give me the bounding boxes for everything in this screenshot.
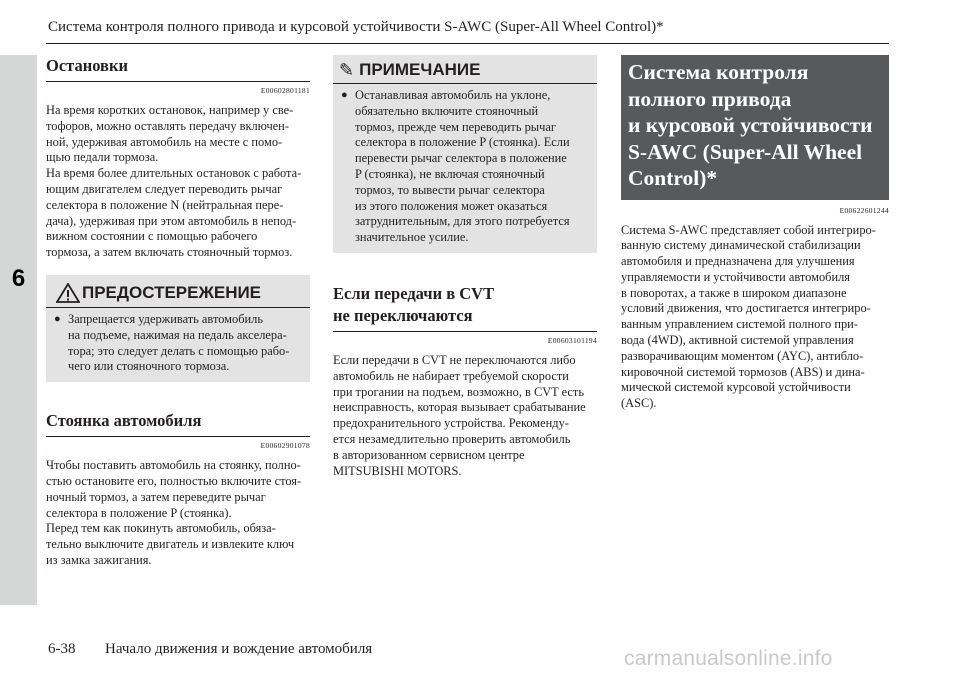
- column-2: [333, 55, 597, 479]
- section-text-cvt: Если передачи в CVT не переключаются либо автомобиль не набирает требуемой скорости при трогании на подъем, возможно, в CVT есть неисправность, которая вызывает срабатывание предохранительного устройства. Рекоменду- ется незамедлительно проверить автомобиль в авторизованном сервисном центре MITSUBISHI MOTORS.: [333, 352, 586, 478]
- column-1: [46, 55, 310, 569]
- warning-heading-label: ПРЕДОСТЕРЕЖЕНИЕ: [82, 282, 262, 302]
- bullet-dot-icon: ●: [341, 89, 348, 101]
- section-text-parking: Чтобы поставить автомобиль на стоянку, полно- стью остановите его, полностью включите стоя- ночный тормоз, а затем переведите рычаг селектора в положение P (стоянка). Перед тем как покинуть автомобиль, обяза- тельно выключите двигатель и извлеките ключ из замка зажигания.: [46, 458, 302, 567]
- warning-text: Запрещается удерживать автомобиль на подъеме, нажимая на педаль акселера- тора; это следует делать с помощью рабо- чего или стояночного тормоза.: [68, 311, 290, 374]
- warning-triangle-icon: [56, 283, 80, 303]
- bullet-dot-icon: ●: [54, 312, 61, 325]
- chapter-tab: [0, 55, 37, 605]
- footer-section-name: Начало движения и вождение автомобиля: [105, 641, 373, 657]
- note-heading: [333, 55, 597, 81]
- pencil-icon: ✎: [339, 60, 355, 80]
- warning-heading: [46, 275, 310, 305]
- note-body: [333, 84, 597, 253]
- chapter-number: 6: [11, 265, 26, 292]
- section-code-stops: E00602801181: [260, 86, 310, 95]
- header-rule: [46, 43, 889, 44]
- page-number: 6-38: [48, 641, 76, 657]
- warning-body: [46, 308, 310, 382]
- section-code-cvt: E00603101194: [547, 335, 597, 345]
- section-text-sawc: Система S-AWC представляет собой интегриро- ванную систему динамической стабилизации автомобиля и предназначена для улучшения управляемости и устойчивости автомобиля в поворотах, а также в широком диапазоне условий движения, что достигается интегриро- ванным управлением системой полного при- вода (4WD), активной системой управления разворачивающим моментом (AYC), антибло- кировочной системой тормозов (ABS) и дина- мической системой курсовой устойчивости (ASC).: [621, 222, 876, 411]
- section-title-parking: Стоянка автомобиля: [46, 410, 310, 437]
- section-code-parking: E00602901078: [260, 441, 310, 451]
- section-title-cvt: Если передачи в CVT не переключаются: [333, 283, 597, 332]
- section-text-stops: На время коротких остановок, например у све- тофоров, можно оставлять передачу включен- ной, удерживая автомобиль на месте с помо- щью педали тормоза. На время более длительных остановок с работа- ющим двигателем следует переводить рычаг селектора в положение N (нейтральная пере- дача), удерживая при этом автомобиль в непод- вижном состоянии с помощью рабочего тормоза, а затем включать стояночный тормоз.: [46, 103, 302, 260]
- note-heading-label: ПРИМЕЧАНИЕ: [359, 60, 481, 79]
- section-title-stops: Остановки: [46, 55, 310, 82]
- watermark: carmanualsonline.info: [624, 647, 833, 670]
- warning-box: [46, 275, 310, 382]
- section-code-sawc: E00622601244: [839, 205, 889, 215]
- note-text: Останавливая автомобиль на уклоне, обязательно включите стояночный тормоз, прежде чем переводить рычаг селектора в положение P (стоянка). Если перевести рычаг селектора в положение P (стоянка), не включая стояночный тормоз, то вывести рычаг селектора из этого положения может оказаться затруднительным, для этого потребуется значительное усилие.: [355, 88, 570, 245]
- running-head: Система контроля полного привода и курсовой устойчивости S-AWC (Super-All Wheel Control)*: [48, 19, 664, 35]
- column-3: [621, 55, 889, 412]
- note-box: [333, 55, 597, 253]
- page-footer: [48, 641, 372, 658]
- section-title-sawc: Система контроля полного привода и курсовой устойчивости S-AWC (Super-All Wheel Control)*: [621, 55, 889, 200]
